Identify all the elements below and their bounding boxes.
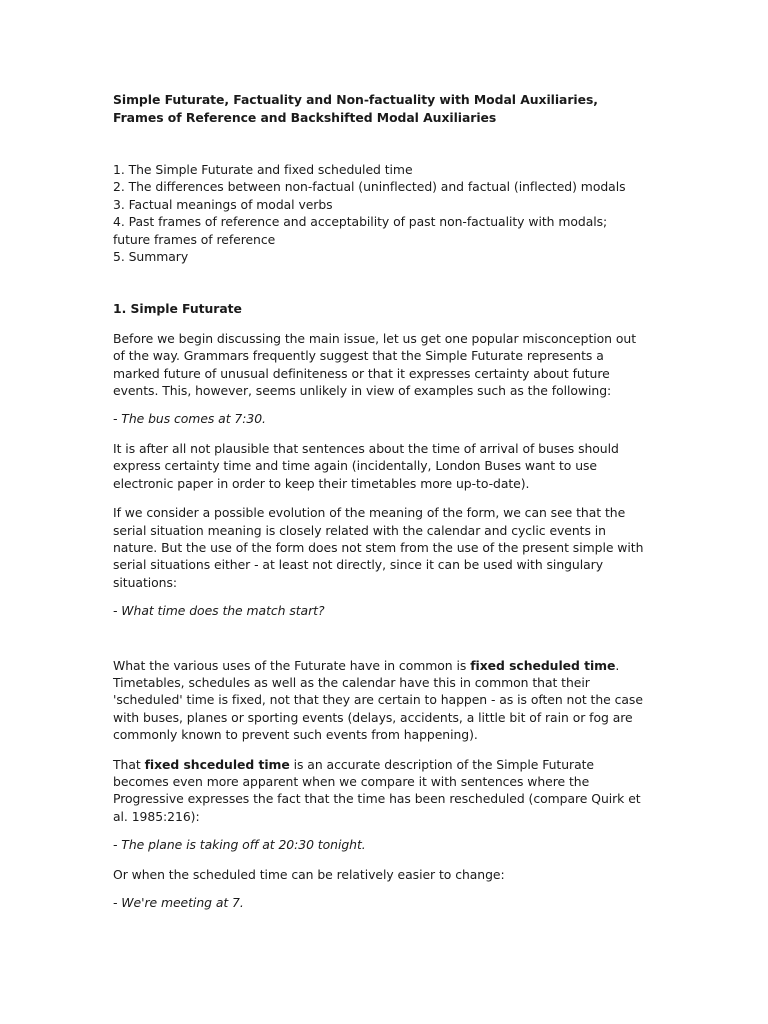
paragraph-easier-change: Or when the scheduled time can be relatively easier to change: [113,866,505,882]
paragraph-line-tail: . [615,657,620,673]
paragraph-line: Timetables, schedules as well as the calendar have this in common that their [113,674,590,690]
paragraph-line: Before we begin discussing the main issue, let us get one popular misconception out [113,330,637,346]
paragraph-line: nature. But the use of the form does not stem from the use of the present simple with [113,539,644,555]
paragraph-line: 'scheduled' time is fixed, not that they are certain to happen - as is often not the case [113,692,643,708]
paragraph-misconception [113,330,673,400]
section-heading-simple-futurate: 1. Simple Futurate [113,301,242,317]
toc-item-2: 2. The differences between non-factual (uninflected) and factual (inflected) modals [113,179,626,195]
paragraph-line: Progressive expresses the fact that the time has been rescheduled (compare Quirk et [113,791,641,807]
paragraph-line: marked future of unusual definiteness or that it expresses certainty about future [113,365,610,381]
paragraph-line: electronic paper in order to keep their timetables more up-to-date). [113,475,530,491]
bold-term: fixed shceduled time [144,756,290,772]
paragraph-line: commonly known to prevent such events from happening). [113,727,478,743]
title-line-2: Frames of Reference and Backshifted Modal Auxiliaries [113,110,497,125]
paragraph-line: express certainty time and time again (incidentally, London Buses want to use [113,458,597,474]
example-bus: - The bus comes at 7:30. [113,411,266,427]
paragraph-line: If we consider a possible evolution of the meaning of the form, we can see that the [113,505,626,521]
toc-item-1: 1. The Simple Futurate and fixed scheduled time [113,162,413,177]
document-page [113,91,673,911]
paragraph-line-lead: What the various uses of the Futurate have in common is [113,657,471,673]
paragraph-line: It is after all not plausible that sentences about the time of arrival of buses should [113,440,619,456]
toc-item-4-continued: future frames of reference [113,231,276,247]
paragraph-line-tail: is an accurate description of the Simple Futurate [289,756,594,772]
paragraph-evolution [113,504,673,591]
paragraph-buses [113,440,673,492]
bold-term: fixed scheduled time [470,657,616,673]
paragraph-line: becomes even more apparent when we compare it with sentences where the [113,773,590,789]
paragraph-line: of the way. Grammars frequently suggest that the Simple Futurate represents a [113,348,604,364]
document-title [113,91,673,127]
example-match: - What time does the match start? [113,603,325,619]
example-plane: - The plane is taking off at 20:30 tonight. [113,837,366,853]
toc-item-3: 3. Factual meanings of modal verbs [113,196,333,212]
paragraph-line: al. 1985:216): [113,808,200,824]
paragraph-line-lead: That [113,756,145,772]
paragraph-line: with buses, planes or sporting events (delays, accidents, a little bit of rain or fog are [113,709,633,725]
toc-item-4: 4. Past frames of reference and acceptability of past non-factuality with modals; [113,214,608,230]
table-of-contents [113,161,673,265]
example-meeting: - We're meeting at 7. [113,895,244,910]
paragraph-line: serial situations either - at least not directly, since it can be used with singulary [113,557,604,573]
paragraph-line: serial situation meaning is closely related with the calendar and cyclic events in [113,522,606,538]
paragraph-common-uses [113,657,673,744]
paragraph-line: situations: [113,574,178,590]
toc-item-5: 5. Summary [113,249,189,265]
paragraph-line: events. This, however, seems unlikely in view of examples such as the following: [113,383,612,399]
title-line-1: Simple Futurate, Factuality and Non-factuality with Modal Auxiliaries, [113,92,598,107]
paragraph-accurate-description [113,756,673,826]
